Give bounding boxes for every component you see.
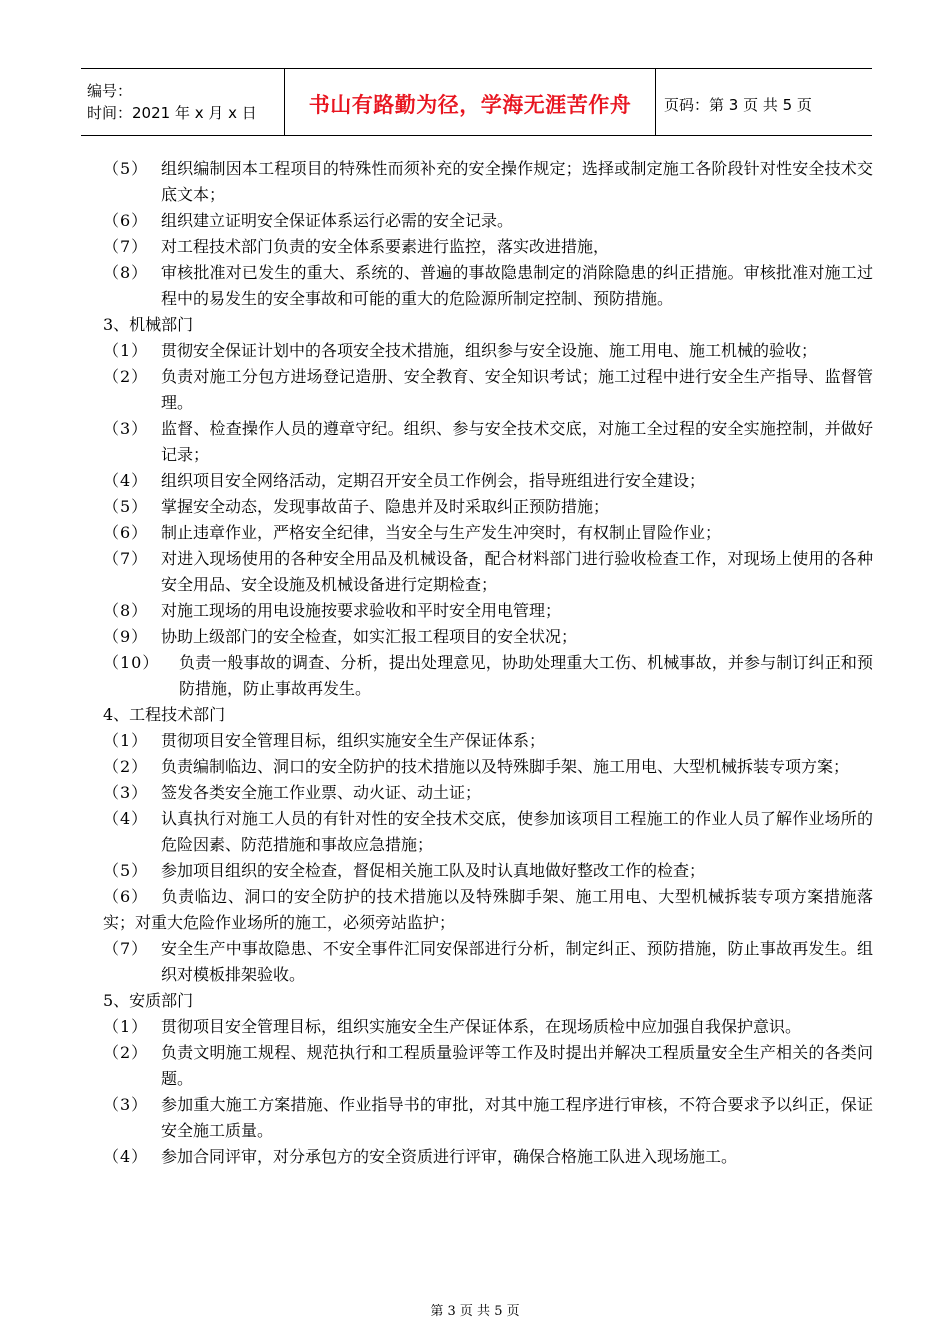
item-number: （1） (103, 1017, 149, 1036)
item-text: 负责编制临边、洞口的安全防护的技术措施以及特殊脚手架、施工用电、大型机械拆装专项方案； (161, 757, 850, 776)
item-number: （7） (103, 939, 149, 958)
list-item (103, 520, 873, 546)
list-item (103, 468, 873, 494)
section-heading-engineering: 4、工程技术部门 (103, 705, 226, 724)
list-item (103, 364, 873, 416)
item-number: （1） (103, 731, 149, 750)
list-item (103, 754, 873, 780)
item-text: 参加合同评审，对分承包方的安全资质进行评审，确保合格施工队进入现场施工。 (161, 1147, 738, 1166)
list-item (103, 1144, 873, 1170)
item-number: （2） (103, 367, 149, 386)
item-text: 安全生产中事故隐患、不安全事件汇同安保部进行分析，制定纠正、预防措施，防止事故再发生。组织对模板排架验收。 (161, 939, 873, 984)
page-footer: 第 3 页 共 5 页 (430, 1304, 520, 1319)
list-item (103, 208, 873, 234)
item-text: 参加项目组织的安全检查，督促相关施工队及时认真地做好整改工作的检查； (161, 861, 706, 880)
item-number: （8） (103, 263, 149, 282)
item-number: （6） (103, 523, 149, 542)
header-meta (81, 69, 284, 135)
item-number: （10） (103, 653, 160, 672)
item-number: （8） (103, 601, 149, 620)
item-text: 贯彻安全保证计划中的各项安全技术措施，组织参与安全设施、施工用电、施工机械的验收； (161, 341, 818, 360)
list-item (103, 806, 873, 858)
section-heading-machinery: 3、机械部门 (103, 315, 194, 334)
item-text: 制止违章作业，严格安全纪律，当安全与生产发生冲突时，有权制止冒险作业； (161, 523, 722, 542)
header-motto-cell (284, 69, 656, 135)
item-text: 贯彻项目安全管理目标，组织实施安全生产保证体系； (161, 731, 546, 750)
list-item (103, 598, 873, 624)
item-text: 负责对施工分包方进场登记造册、安全教育、安全知识考试；施工过程中进行安全生产指导、监督管理。 (161, 367, 873, 412)
item-text: 负责一般事故的调查、分析，提出处理意见，协助处理重大工伤、机械事故，并参与制订纠正和预防措施，防止事故再发生。 (179, 653, 873, 698)
list-item (103, 234, 873, 260)
list-item (103, 858, 873, 884)
item-number: （5） (103, 861, 149, 880)
item-number: （4） (103, 471, 149, 490)
item-number: （3） (103, 1095, 149, 1114)
page-header (81, 68, 872, 136)
item-text: 组织建立证明安全保证体系运行必需的安全记录。 (161, 211, 514, 230)
list-item (103, 416, 873, 468)
item-number: （6） (103, 211, 149, 230)
item-number: （1） (103, 341, 149, 360)
item-number: （7） (103, 549, 149, 568)
item-text: 负责临边、洞口的安全防护的技术措施以及特殊脚手架、施工用电、大型机械拆装专项方案措施落实；对重大危险作业场所的施工，必须旁站监护； (103, 887, 873, 932)
header-page-info: 页码：第 3 页 共 5 页 (664, 95, 812, 114)
list-item (103, 1014, 873, 1040)
item-number: （5） (103, 159, 149, 178)
item-number: （2） (103, 1043, 149, 1062)
item-text: 组织项目安全网络活动，定期召开安全员工作例会，指导班组进行安全建设； (161, 471, 706, 490)
item-text: 贯彻项目安全管理目标，组织实施安全生产保证体系，在现场质检中应加强自我保护意识。 (161, 1017, 802, 1036)
item-number: （4） (103, 1147, 149, 1166)
list-item (103, 884, 873, 936)
document-body (103, 156, 873, 1170)
document-code-label: 编号： (87, 82, 133, 100)
item-text: 审核批准对已发生的重大、系统的、普遍的事故隐患制定的消除隐患的纠正措施。审核批准对施工过程中的易发生的安全事故和可能的重大的危险源所制定控制、预防措施。 (161, 263, 873, 308)
list-item (103, 780, 873, 806)
item-number: （3） (103, 419, 149, 438)
list-item (103, 260, 873, 312)
section-heading-safety-quality: 5、安质部门 (103, 991, 194, 1010)
list-item (103, 494, 873, 520)
item-number: （4） (103, 809, 149, 828)
item-text: 对进入现场使用的各种安全用品及机械设备，配合材料部门进行验收检查工作，对现场上使用的各种安全用品、安全设施及机械设备进行定期检查； (161, 549, 873, 594)
item-number: （3） (103, 783, 149, 802)
list-item (103, 1092, 873, 1144)
item-text: 负责文明施工规程、规范执行和工程质量验评等工作及时提出并解决工程质量安全生产相关的各类问题。 (161, 1043, 873, 1088)
list-item (103, 936, 873, 988)
item-text: 对工程技术部门负责的安全体系要素进行监控，落实改进措施， (161, 237, 610, 256)
list-item (103, 624, 873, 650)
item-text: 参加重大施工方案措施、作业指导书的审批，对其中施工程序进行审核，不符合要求予以纠正，保证安全施工质量。 (161, 1095, 873, 1140)
item-number: （5） (103, 497, 149, 516)
item-text: 认真执行对施工人员的有针对性的安全技术交底，使参加该项目工程施工的作业人员了解作业场所的危险因素、防范措施和事故应急措施； (161, 809, 873, 854)
item-text: 协助上级部门的安全检查，如实汇报工程项目的安全状况； (161, 627, 578, 646)
item-number: （7） (103, 237, 149, 256)
list-item (103, 338, 873, 364)
header-motto: 书山有路勤为径，学海无涯苦作舟 (308, 93, 632, 117)
list-item (103, 1040, 873, 1092)
item-number: （9） (103, 627, 149, 646)
item-text: 监督、检查操作人员的遵章守纪。组织、参与安全技术交底，对施工全过程的安全实施控制，并做好记录； (161, 419, 873, 464)
document-date: 时间：2021 年 x 月 x 日 (87, 104, 257, 122)
item-number: （2） (103, 757, 149, 776)
item-text: 对施工现场的用电设施按要求验收和平时安全用电管理； (161, 601, 562, 620)
item-text: 组织编制因本工程项目的特殊性而须补充的安全操作规定；选择或制定施工各阶段针对性安全技术交底文本； (161, 159, 873, 204)
list-item (103, 546, 873, 598)
item-number: （6） (103, 887, 149, 906)
list-item (103, 650, 873, 702)
item-text: 签发各类安全施工作业票、动火证、动土证； (161, 783, 482, 802)
item-text: 掌握安全动态，发现事故苗子、隐患并及时采取纠正预防措施； (161, 497, 610, 516)
list-item (103, 156, 873, 208)
list-item (103, 728, 873, 754)
